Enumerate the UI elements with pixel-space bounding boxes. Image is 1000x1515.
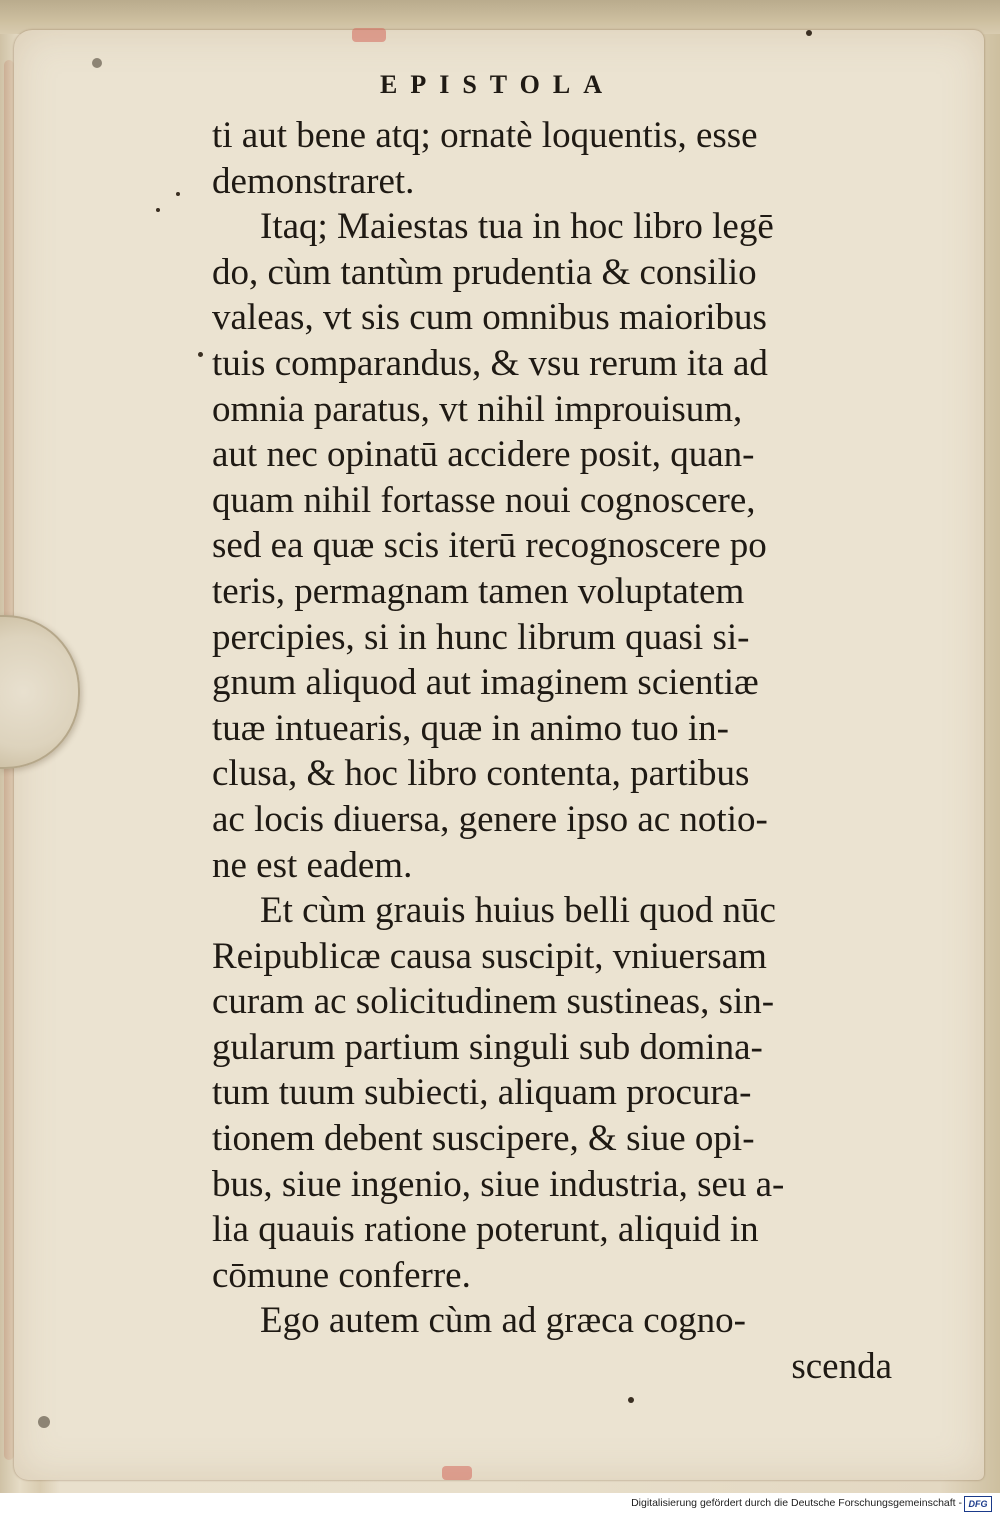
text-line: do, cùm tantùm prudentia & consilio <box>212 251 757 293</box>
text-line: tionem debent suscipere, & siue opi- <box>212 1118 755 1160</box>
text-line: curam ac solicitudinem sustineas, sin- <box>212 981 775 1023</box>
text-line: tuis comparandus, & vsu rerum ita ad <box>212 342 768 384</box>
text-line: quam nihil fortasse noui cognoscere, <box>212 479 756 521</box>
text-line: clusa, & hoc libro contenta, partibus <box>212 753 750 795</box>
text-line: bus, siue ingenio, siue industria, seu a- <box>212 1163 785 1205</box>
text-line: Ego autem cùm ad græca cogno- <box>260 1300 746 1342</box>
text-line: sed ea quæ scis iterū recognoscere po <box>212 525 767 567</box>
dfg-logo: DFG <box>964 1496 992 1512</box>
text-line: Reipublicæ causa suscipit, vniuersam <box>212 935 767 977</box>
ink-speck <box>176 192 180 196</box>
text-line: Itaq; Maiestas tua in hoc libro legē <box>260 206 774 248</box>
text-line: aut nec opinatū accidere posit, quan- <box>212 434 755 476</box>
ink-speck <box>806 30 812 36</box>
text-line: gnum aliquod aut imaginem scientiæ <box>212 662 759 704</box>
text-line: gularum partium singuli sub domina- <box>212 1026 763 1068</box>
page-body-text <box>212 113 892 1390</box>
scan-top-edge <box>0 0 1000 34</box>
text-line: tum tuum subiecti, aliquam procura- <box>212 1072 752 1114</box>
ink-speck <box>628 1397 634 1403</box>
footer-bar <box>0 1493 1000 1515</box>
ink-speck <box>92 58 102 68</box>
text-line: valeas, vt sis cum omnibus maioribus <box>212 297 767 339</box>
text-line: lia quauis ratione poterunt, aliquid in <box>212 1209 759 1251</box>
text-line: demonstraret. <box>212 160 415 202</box>
ink-speck <box>198 352 203 357</box>
text-line: Et cùm grauis huius belli quod nūc <box>260 890 776 932</box>
red-mark-top <box>352 28 386 42</box>
text-line: omnia paratus, vt nihil improuisum, <box>212 388 743 430</box>
ink-speck <box>38 1416 50 1428</box>
text-line: ne est eadem. <box>212 844 413 886</box>
footer-credit: Digitalisierung gefördert durch die Deutsche Forschungsgemeinschaft - <box>631 1497 962 1509</box>
running-head: EPISTOLA <box>380 70 616 99</box>
ink-speck <box>156 208 160 212</box>
text-line: scenda <box>791 1346 892 1388</box>
text-line: teris, permagnam tamen voluptatem <box>212 570 745 612</box>
text-line: ac locis diuersa, genere ipso ac notio- <box>212 798 768 840</box>
text-line: cōmune conferre. <box>212 1254 471 1296</box>
text-line: tuæ intuearis, quæ in animo tuo in- <box>212 707 729 749</box>
text-line: percipies, si in hunc librum quasi si- <box>212 616 750 658</box>
text-line: ti aut bene atq; ornatè loquentis, esse <box>212 115 758 156</box>
red-mark-bottom <box>442 1466 472 1480</box>
